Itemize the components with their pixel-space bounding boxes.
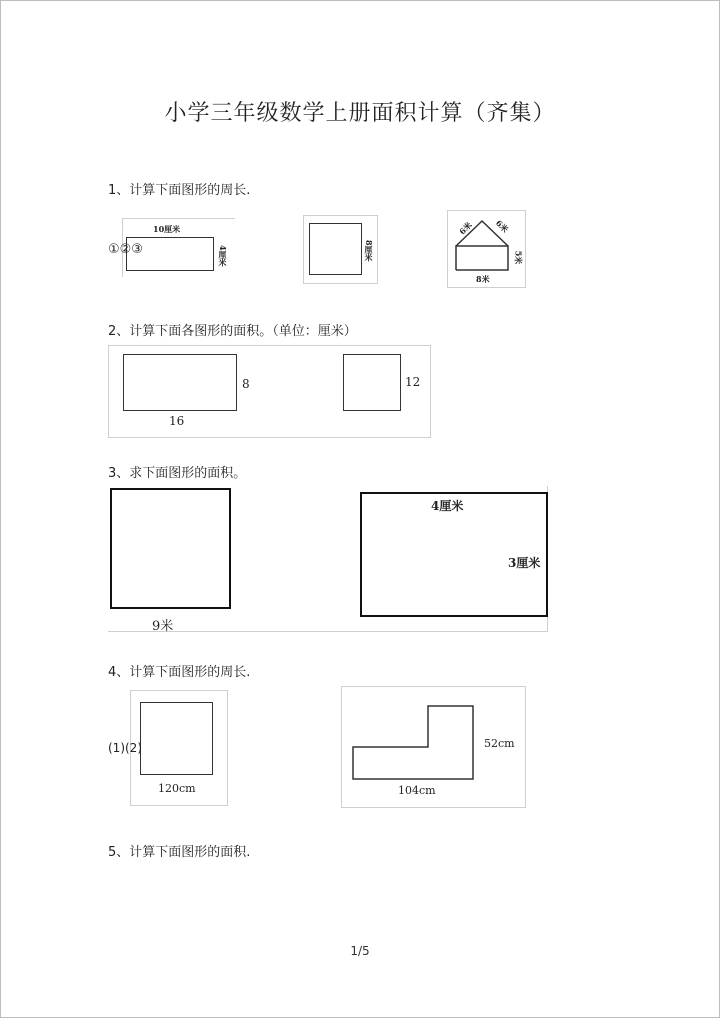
q4-fig1-bottom-label: 120cm [158,782,196,795]
q3-fig1-bottom-label: 9米 [152,619,174,634]
page-title: 小学三年级数学上册面积计算（齐集） [164,101,556,126]
q1-square [309,223,362,275]
q1-figure-3-frame [447,210,526,288]
q4-figure-2-frame [341,686,526,808]
q4-figure-markers: (1)(2) [108,741,142,755]
q1-figure-2-frame [303,215,378,284]
q1-fig3-bottom-label: 8米 [476,274,490,284]
q3-figures-frame [108,486,548,632]
q2-figures-frame [108,345,431,438]
q2-rect-height-label: 8 [242,377,250,391]
q3-fig2-side-label: 3厘米 [508,556,541,570]
question-1-prompt: 1、计算下面图形的周长. [108,183,251,198]
q1-fig3-side-label: 5米 [513,250,524,265]
q1-figure-markers: ①②③ [108,242,143,257]
question-3-prompt: 3、求下面图形的面积。 [108,466,247,481]
q2-square [343,354,401,411]
q2-square-side-label: 12 [405,375,421,389]
question-2-prompt: 2、计算下面各图形的面积。（单位：厘米） [108,324,357,339]
question-4-prompt: 4、计算下面图形的周长. [108,665,251,680]
q1-fig3-roof-right-label: 6米 [493,217,511,235]
q1-fig1-side-label: 4厘米 [218,245,228,267]
q1-fig3-roof-left-label: 6米 [457,219,474,237]
q4-figure-1-frame [130,690,228,806]
q3-fig2-top-label: 4厘米 [431,499,464,513]
q4-fig2-bottom-label: 104cm [398,784,436,797]
q1-fig1-top-label: 10厘米 [153,224,181,234]
q1-fig2-side-label: 8厘米 [364,240,374,262]
q3-square [110,488,231,609]
q4-fig2-side-label: 52cm [484,737,515,750]
q2-rect-width-label: 16 [169,414,185,428]
q4-square [140,702,213,775]
q2-rectangle [123,354,237,411]
question-5-prompt: 5、计算下面图形的面积. [108,845,251,860]
page-number: 1/5 [350,944,370,958]
